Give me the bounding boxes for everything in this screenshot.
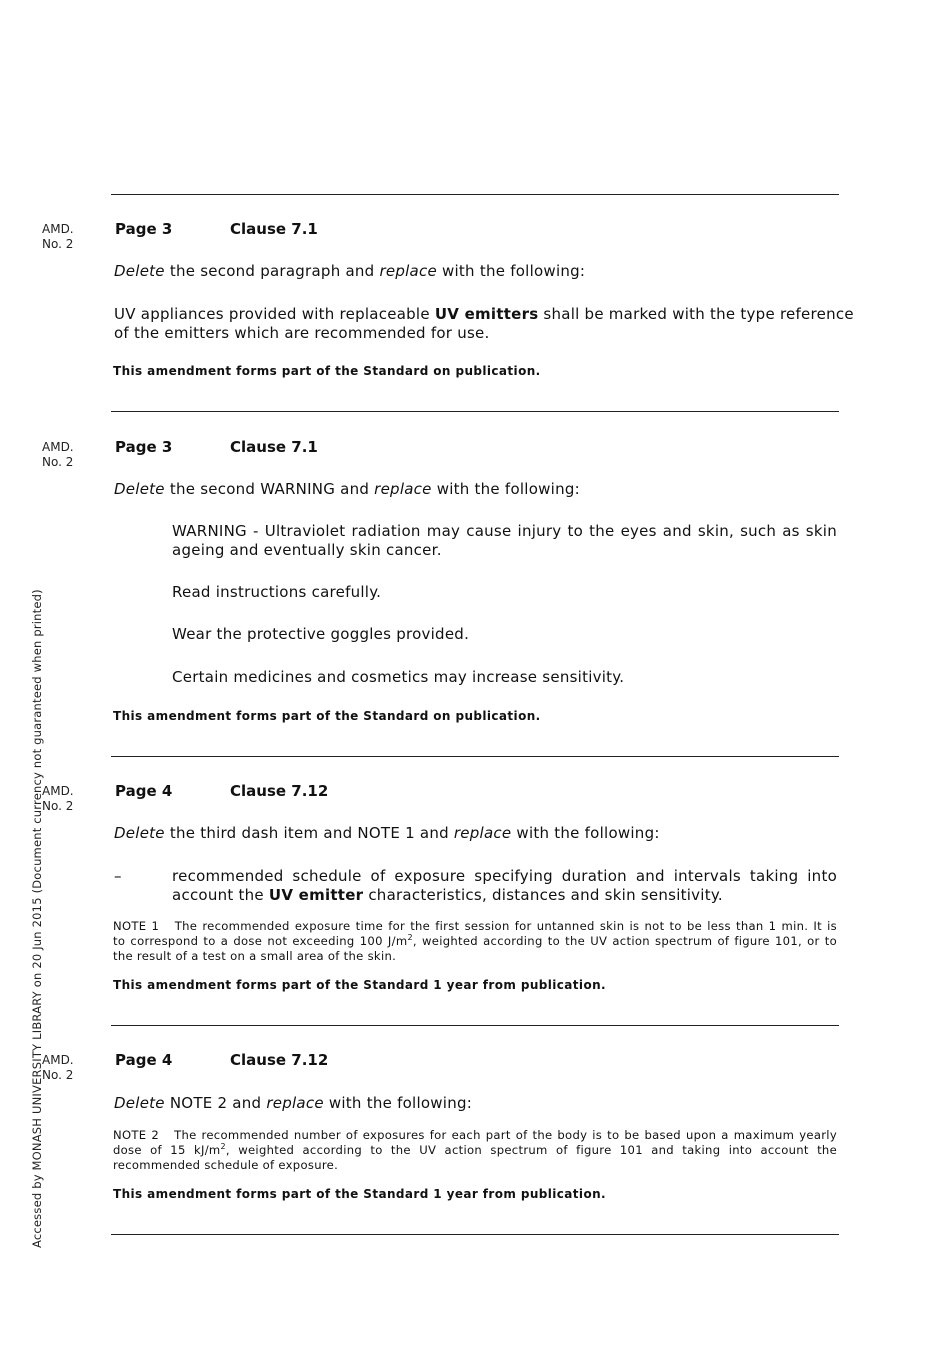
amendment-heading bbox=[115, 1051, 329, 1069]
amendment-footer: This amendment forms part of the Standard on publication. bbox=[113, 709, 541, 723]
note-1: NOTE 1 The recommended exposure time for the first session for untanned skin is not to be less than 1 min. It is to correspond to a dose not exceeding 100 $J/m^2$, weighted according to the UV action spectrum of figure 101, or to the result of a test on a small area of the skin. bbox=[113, 919, 837, 963]
divider bbox=[111, 194, 839, 195]
instruction: Delete the second paragraph and replace with the following: bbox=[114, 262, 586, 280]
dash-item: recommended schedule of exposure specifying duration and intervals taking into account the UV emitter characteristics, distances and skin sensitivity. bbox=[172, 867, 837, 904]
divider bbox=[111, 756, 839, 757]
warning-text: WARNING - Ultraviolet radiation may cause injury to the eyes and skin, such as skin ageing and eventually skin cancer. bbox=[172, 522, 837, 559]
clause-ref: Clause 7.1 bbox=[230, 220, 318, 238]
warning-line: Wear the protective goggles provided. bbox=[172, 625, 470, 643]
amd-label: AMD. No. 2 bbox=[42, 222, 74, 251]
divider bbox=[111, 1025, 839, 1026]
page-ref: Page 3 bbox=[115, 220, 173, 238]
warning-line: Certain medicines and cosmetics may increase sensitivity. bbox=[172, 668, 625, 686]
warning-line: Read instructions carefully. bbox=[172, 583, 382, 601]
amendment-heading bbox=[115, 220, 318, 238]
amd-label: AMD. No. 2 bbox=[42, 784, 74, 813]
divider bbox=[111, 411, 839, 412]
divider bbox=[111, 1234, 839, 1235]
clause-ref: Clause 7.12 bbox=[230, 782, 329, 800]
page-ref: Page 4 bbox=[115, 1051, 173, 1069]
page-ref: Page 4 bbox=[115, 782, 173, 800]
amd-label: AMD. No. 2 bbox=[42, 1053, 74, 1082]
amendment-footer: This amendment forms part of the Standard 1 year from publication. bbox=[113, 1187, 606, 1201]
amendment-footer: This amendment forms part of the Standard on publication. bbox=[113, 364, 541, 378]
instruction: Delete the second WARNING and replace with the following: bbox=[114, 480, 580, 498]
amendment-footer: This amendment forms part of the Standard 1 year from publication. bbox=[113, 978, 606, 992]
access-watermark: Accessed by MONASH UNIVERSITY LIBRARY on 20 Jun 2015 (Document currency not guaranteed when printed) bbox=[30, 589, 44, 1248]
amd-label: AMD. No. 2 bbox=[42, 440, 74, 469]
replacement-paragraph: UV appliances provided with replaceable UV emitters shall be marked with the type reference of the emitters which are recommended for use. bbox=[114, 305, 854, 342]
dash-bullet: – bbox=[114, 867, 122, 885]
instruction: Delete NOTE 2 and replace with the following: bbox=[114, 1094, 473, 1112]
clause-ref: Clause 7.1 bbox=[230, 438, 318, 456]
amendment-heading bbox=[115, 438, 318, 456]
amendment-heading bbox=[115, 782, 329, 800]
clause-ref: Clause 7.12 bbox=[230, 1051, 329, 1069]
note-2: NOTE 2 The recommended number of exposures for each part of the body is to be based upon a maximum yearly dose of 15 $kJ/m^2$, weighted according to the UV action spectrum of figure 101 and taking into account the recommended schedule of exposure. bbox=[113, 1128, 837, 1172]
instruction: Delete the third dash item and NOTE 1 and replace with the following: bbox=[114, 824, 660, 842]
page-ref: Page 3 bbox=[115, 438, 173, 456]
